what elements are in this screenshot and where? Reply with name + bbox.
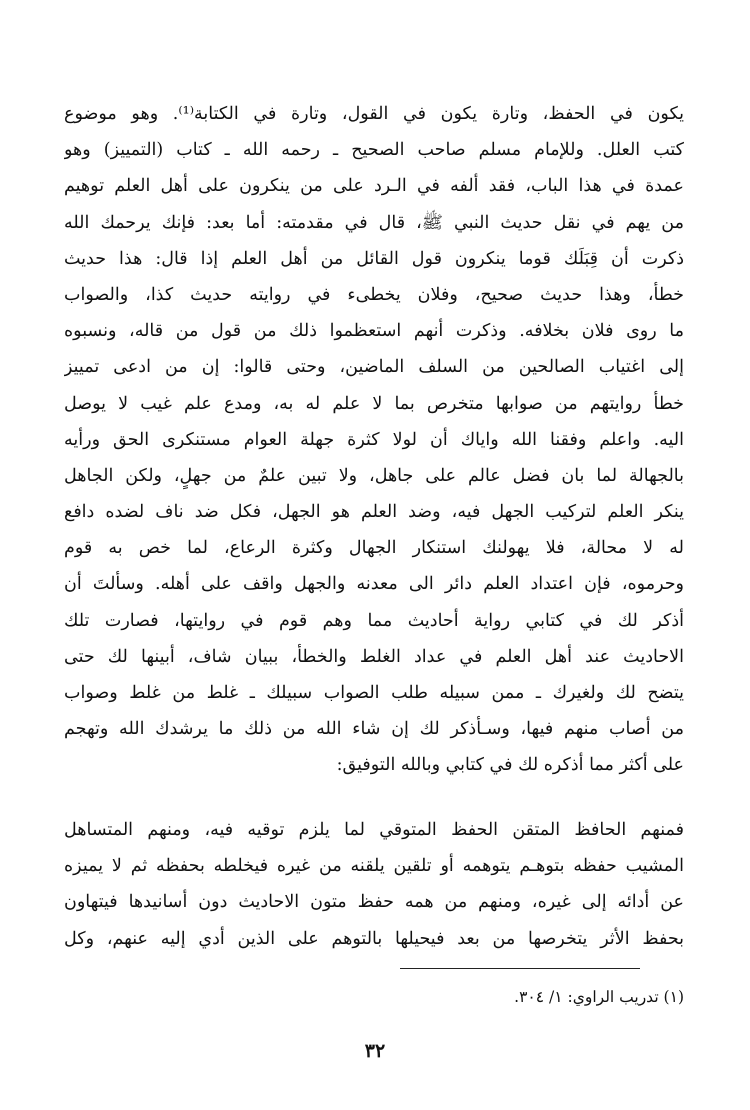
body-paragraph-1 (64, 96, 684, 784)
text-line: ينكر العلم لتركيب الجهل فيه، وضد العلم هو الجهل، فكل ضد ناف لضده دافع (64, 502, 684, 523)
page-number: ٣٢ (364, 1040, 386, 1062)
text-line: إلى اغتياب الصالحين من السلف الماضين، وحتى قالوا: إن من ادعى تمييز (64, 357, 684, 378)
text-line: عمدة في هذا الباب، فقد ألفه في الـرد على من ينكرون على أهل العلم توهيم (64, 176, 684, 197)
footnote-separator (400, 968, 640, 969)
text-line: المشيب حفظه بتوهـم يتوهمه أو تلقين يلقنه من غيره فيخلطه بحفظه ثم لا يميزه (64, 856, 684, 877)
text-line: فمنهم الحافظ المتقن الحفظ المتوقي لما يلزم توقيه فيه، ومنهم المتساهل (64, 820, 684, 840)
body-paragraph-2 (64, 812, 684, 957)
text-line: بحفظ الأثر يتخرصها من بعد فيحيلها بالتوهم على الذين أدي إليه عنهم، وكل (64, 928, 684, 949)
text-line: خطأ روايتهم من صوابها متخرص بما لا علم له به، ومدع علم غيب لا يوصل (64, 393, 684, 414)
text-line: من يهم في نقل حديث النبي ﷺ، قال في مقدمته: أما بعد: فإنك يرحمك الله (64, 212, 684, 233)
text-line: ذكرت أن قِبَلَك قوما ينكرون قول القائل من أهل العلم إذا قال: هذا حديث (64, 248, 684, 269)
text-line: يتضح لك ولغيرك ـ ممن سبيله طلب الصواب سبيلك ـ غلط من غلط وصواب (64, 683, 684, 703)
text-line: له لا محالة، فلا يهولنك استنكار الجهال وكثرة الرعاع، لما خص به قوم (64, 538, 684, 559)
text-line: ما روى فلان بخلافه. وذكرت أنهم استعظموا ذلك من قول من قاله، ونسبوه (64, 321, 684, 342)
text-line: الاحاديث عند أهل العلم في عداد الغلط والخطأ، ببيان شاف، أبينها لك حتى (64, 646, 684, 667)
text-line: من أصاب منهم فيها، وسـأذكر لك إن شاء الله من ذلك ما يرشدك الله وتهجم (64, 719, 684, 740)
text-line: اليه. واعلم وفقنا الله واياك أن لولا كثرة جهلة العوام مستنكرى الحق ورأيه (64, 429, 684, 450)
text-line: على أكثر مما أذكره لك في كتابي وبالله التوفيق: (336, 755, 684, 776)
text-line: وحرموه، فإن اعتداد العلم دائر الى معدنه والجهل واقف على أهله. وسألتَ أن (64, 574, 684, 595)
text-line: بالجهالة لما بان فضل عالم على جاهل، ولا تبين علمٌ من جهلٍ، ولكن الجاهل (64, 465, 684, 486)
text-line: كتب العلل. وللإمام مسلم صاحب الصحيح ـ رحمه الله ـ كتاب (التمييز) وهو (64, 140, 684, 161)
text-line: خطأ، وهذا حديث صحيح، وفلان يخطىء في روايته حديث كذا، والصواب (64, 284, 684, 305)
footnote: (١) تدريب الراوي: ١/ ٣٠٤. (514, 988, 684, 1006)
text-line: عن أدائه إلى غيره، ومنهم من همه حفظ متون الاحاديث دون أسانيدها فيتهاون (64, 892, 684, 913)
text-line: يكون في الحفظ، وتارة يكون في القول، وتارة في الكتابة⁽¹⁾. وهو موضوع (64, 104, 684, 124)
text-line: أذكر لك في كتابي رواية أحاديث مما وهم قوم في روايتها، فصارت تلك (64, 610, 684, 631)
